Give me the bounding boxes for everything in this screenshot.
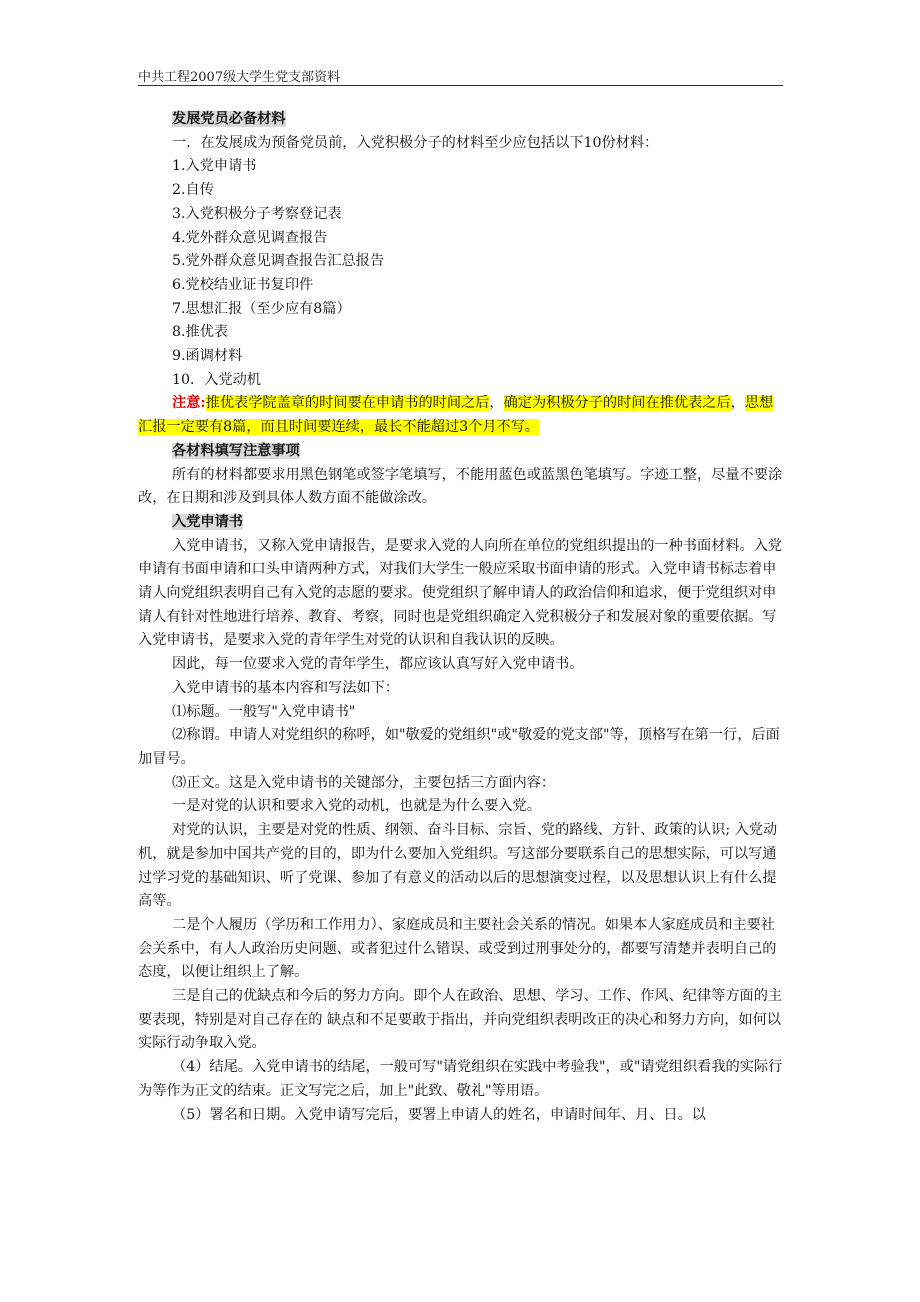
list-item: 3.入党积极分子考察登记表: [172, 205, 342, 222]
note-highlight-3: 思想汇报一定要有8篇，而且时间要连续，最长不能超过3个月不写。: [138, 395, 774, 436]
paragraph: ⑶正文。这是入党申请书的关键部分，主要包括三方面内容：: [172, 774, 556, 791]
list-item: 2.自传: [172, 182, 214, 199]
list-item: 5.党外群众意见调查报告汇总报告: [172, 253, 385, 270]
list-item: 6.党校结业证书复印件: [172, 276, 314, 293]
paragraph: 入党申请书的基本内容和写法如下：: [172, 679, 400, 696]
list-item: 10．入党动机: [172, 371, 261, 388]
section-heading-application: 入党申请书: [172, 513, 243, 530]
document-body: [138, 108, 784, 1127]
paragraph: （5）署名和日期。入党申请写完后，要署上申请人的姓名，申请时间年、月、日。以: [172, 1106, 706, 1123]
section-heading-filling: 各材料填写注意事项: [172, 442, 300, 459]
paragraph: ⑵称谓。申请人对党组织的称呼，如"敬爱的党组织"或"敬爱的党支部"等，顶格写在第一行，后面加冒号。: [138, 727, 780, 767]
list-item: 7.思想汇报（至少应有8篇）: [172, 300, 351, 317]
note-label: 注意:: [172, 395, 206, 412]
paragraph: 对党的认识，主要是对党的性质、纲领、奋斗目标、宗旨、党的路线、方针、政策的认识; 入党动机，就是参加中国共产党的目的，即为什么要加入党组织。写这部分要联系自己的思想实际，可以写通过学习党的基础知识、听了党课、参加了有意义的活动以后的思想演变过程，以及思想认识上有什么提高等。: [138, 822, 778, 910]
list-item: 9.函调材料: [172, 348, 243, 365]
note-paragraph: 注意:推优表学院盖章的时间要在申请书的时间之后，确定为积极分子的时间在推优表之后，思想汇报一定要有8篇，而且时间要连续，最长不能超过3个月不写。: [138, 395, 774, 436]
paragraph: 因此，每一位要求入党的青年学生，都应该认真写好入党申请书。: [172, 656, 584, 673]
paragraph: ⑴标题。一般写"入党申请书": [172, 703, 356, 720]
section-heading-materials: 发展党员必备材料: [172, 111, 286, 127]
paragraph: 一是对党的认识和要求入党的动机，也就是为什么要入党。: [172, 798, 541, 815]
list-item: 4.党外群众意见调查报告: [172, 229, 328, 246]
paragraph: 二是个人履历（学历和工作用力）、家庭成员和主要社会关系的情况。如果本人家庭成员和主要社会关系中，有人人政治历史问题、或者犯过什么错误、或受到过刑事处分的，都要写清楚并表明自己的态度，以便让组织上了解。: [138, 916, 777, 981]
filling-instructions: 所有的材料都要求用黑色钢笔或签字笔填写，不能用蓝色或蓝黑色笔填写。字迹工整，尽量不要涂改，在日期和涉及到具体人数方面不能做涂改。: [138, 466, 783, 507]
paragraph: 三是自己的优缺点和今后的努力方向。即个人在政治、思想、学习、工作、作风、纪律等方面的主要表现，特别是对自己存在的 缺点和不足要敢于指出，并向党组织表明改正的决心和努力方向，如何以实际行动争取入党。: [138, 988, 783, 1052]
paragraph: 入党申请书，又称入党申请报告，是要求入党的人向所在单位的党组织提出的一种书面材料。入党申请有书面申请和口头申请两种方式，对我们大学生一般应采取书面申请的形式。入党申请书标志着申请人向党组织表明自己有入党的志愿的要求。使党组织了解申请人的政治信仰和追求，便于党组织对申请人有针对性地进行培养、教育、考察，同时也是党组织确定入党积极分子和发展对象的重要依据。写入党申请书，是要求入党的青年学生对党的认识和自我认识的反映。: [138, 537, 783, 649]
header-rule: [138, 85, 783, 86]
note-highlight-1: 推优表学院盖章的时间要在申请书的时间之后: [205, 395, 490, 412]
paragraph: （4）结尾。入党申请书的结尾，一般可写"请党组织在实践中考验我"，或"请党组织看我的实际行为等作为正文的结束。正文写完之后，加上"此致、敬礼"等用语。: [138, 1059, 783, 1099]
running-header: 中共工程2007级大学生党支部资料: [138, 70, 341, 85]
materials-intro: 一．在发展成为预备党员前，入党积极分子的材料至少应包括以下10份材料：: [172, 134, 659, 151]
list-item: 1.入党申请书: [172, 158, 257, 175]
list-item: 8.推优表: [172, 324, 229, 341]
note-highlight-2: 确定为积极分子的时间在推优表之后: [503, 395, 731, 412]
